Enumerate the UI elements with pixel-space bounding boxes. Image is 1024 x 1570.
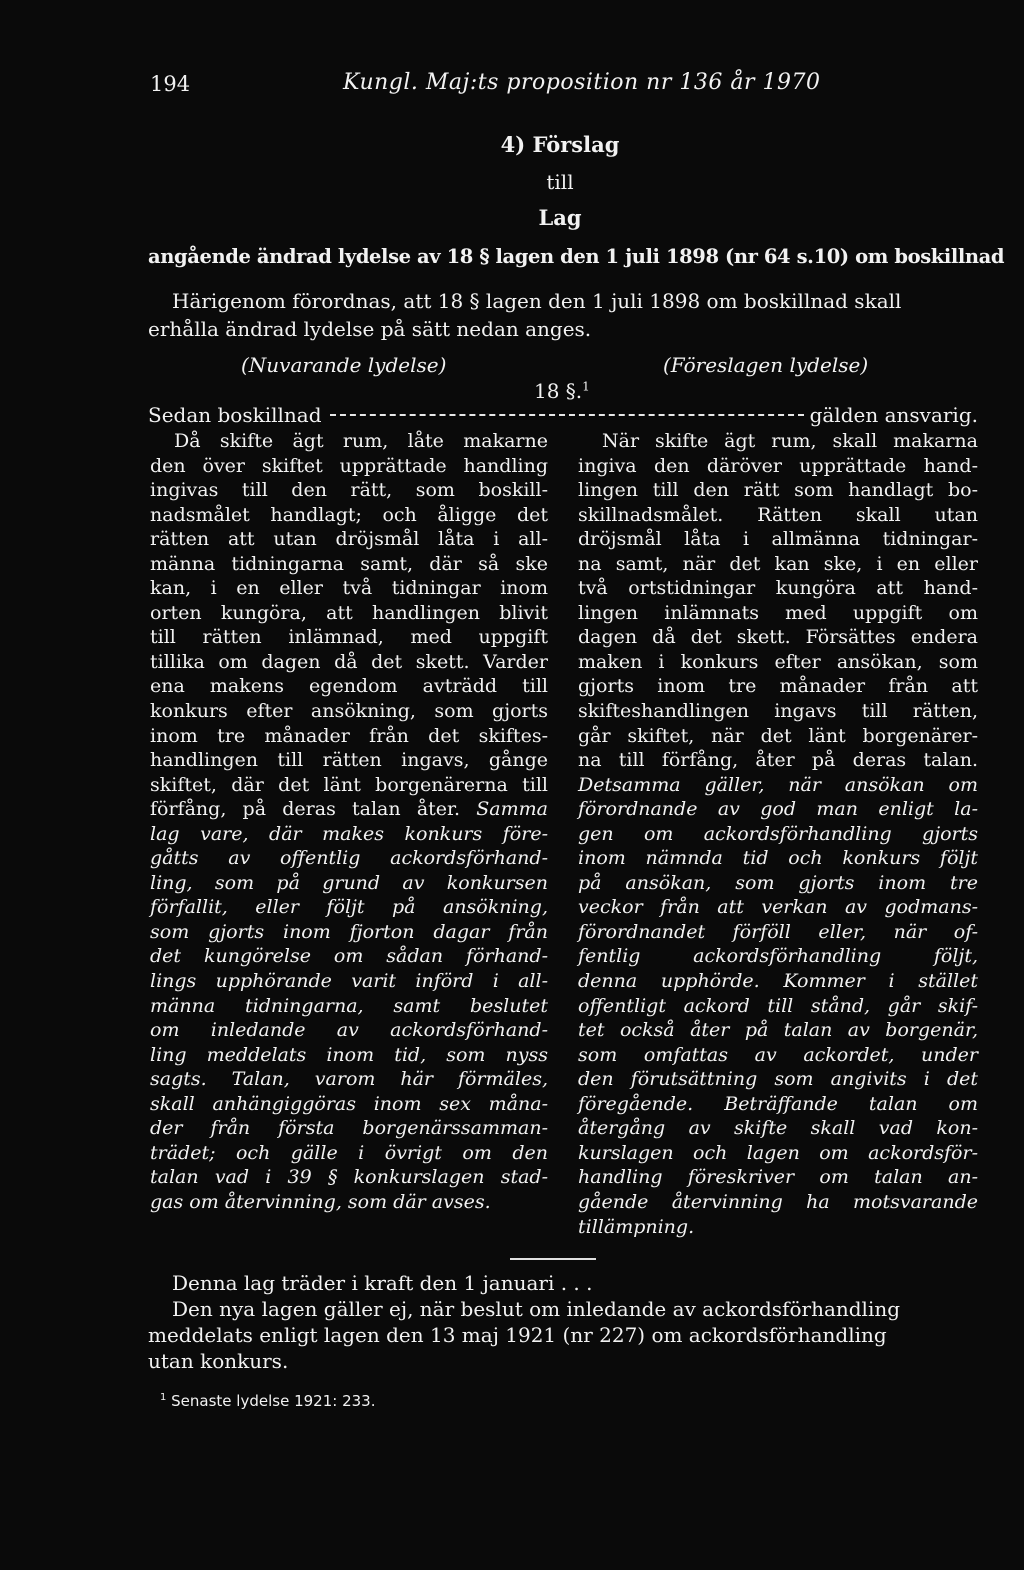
preamble-line: Härigenom förordnas, att 18 § lagen den 1 juli 1898 om boskillnad skall: [172, 289, 902, 313]
italic-segment: Samma: [476, 798, 548, 821]
text-line: kan, i en eller två tidningar inom: [150, 577, 548, 600]
text-line: ingivas till den rätt, som boskill-: [150, 479, 548, 502]
text-line: till rätten inlämnad, med uppgift: [150, 626, 548, 649]
text-line: männa tidningarna, samt beslutet: [150, 994, 548, 1017]
omission-dashes: [330, 414, 804, 416]
title-till: till: [546, 170, 574, 194]
text-line: förordnandet förföll eller, när of-: [578, 920, 978, 943]
text-line: tillika om dagen då det skett. Varder: [150, 650, 548, 673]
text-line: nadsmålet handlagt; och åligge det: [150, 503, 548, 526]
text-line: sagts. Talan, varom här förmäles,: [150, 1068, 548, 1091]
text-segment: förfång, på deras talan åter.: [150, 798, 461, 821]
text-line: handlingen till rätten ingavs, gånge: [150, 749, 548, 772]
text-line: föregående. Beträffande talan om: [578, 1092, 978, 1115]
column-heading-current: (Nuvarande lydelse): [241, 353, 447, 377]
title-forslag: 4) Förslag: [500, 132, 620, 157]
text-line: gas om återvinning, som där avses.: [150, 1190, 491, 1213]
text-line: ingiva den däröver upprättade hand-: [578, 454, 978, 477]
text-line: lingen till den rätt som handlagt bo-: [578, 479, 978, 502]
text-line: lag vare, där makes konkurs före-: [150, 822, 548, 845]
text-line: handling föreskriver om talan an-: [578, 1166, 978, 1189]
text-line: skifteshandlingen ingavs till rätten,: [578, 700, 978, 723]
unchanged-start: Sedan boskillnad: [148, 403, 322, 427]
text-line: tillämpning.: [578, 1215, 695, 1238]
text-line: två ortstidningar kungöra att hand-: [578, 577, 978, 600]
footer-line: Den nya lagen gäller ej, när beslut om inledande av ackordsförhandling: [172, 1297, 901, 1321]
text-line: som omfattas av ackordet, under: [578, 1043, 978, 1066]
section-divider: [510, 1258, 596, 1260]
text-line: går skiftet, när det länt borgenärer-: [578, 724, 978, 747]
transitional-provisions: [148, 1270, 980, 1374]
text-line: tet också åter på talan av borgenär,: [578, 1019, 978, 1042]
preamble: [148, 287, 980, 343]
text-line: lings upphörande varit införd i all-: [150, 970, 548, 993]
text-line: ling, som på grund av konkursen: [150, 871, 548, 894]
running-title: Kungl. Maj:ts proposition nr 136 år 1970: [343, 70, 821, 95]
text-line: ling meddelats inom tid, som nyss: [150, 1043, 548, 1066]
text-line: förfallit, eller följt på ansökning,: [150, 896, 548, 919]
text-line: återgång av skifte skall vad kon-: [578, 1117, 978, 1140]
text-line: offentligt ackord till stånd, går skif-: [578, 994, 978, 1017]
law-subject-heading: angående ändrad lydelse av 18 § lagen den 1 juli 1898 (nr 64 s.10) om boskillnad: [148, 245, 1005, 268]
text-line: männa tidningarna samt, där så ske: [150, 552, 548, 575]
text-line-mixed: [150, 797, 548, 822]
text-line: inom tre månader från det skiftes-: [150, 724, 548, 747]
column-heading-proposed: (Föreslagen lydelse): [663, 353, 869, 377]
text-line: inom nämnda tid och konkurs följt: [578, 847, 978, 870]
proposed-text-column: [578, 429, 978, 1239]
text-line: det kungörelse om sådan förhand-: [150, 945, 548, 968]
text-line: gående återvinning ha motsvarande: [578, 1190, 978, 1213]
text-line: fentlig ackordsförhandling följt,: [578, 945, 978, 968]
text-line: ena makens egendom avträdd till: [150, 675, 548, 698]
text-line: gjorts inom tre månader från att: [578, 675, 978, 698]
text-line: orten kungöra, att handlingen blivit: [150, 601, 548, 624]
text-line: Då skifte ägt rum, låte makarne: [174, 430, 548, 452]
text-line: talan vad i 39 § konkurslagen stad-: [150, 1166, 548, 1189]
unchanged-end: gälden ansvarig.: [809, 403, 978, 427]
text-line: dröjsmål låta i allmänna tidningar-: [578, 528, 978, 551]
text-line: den över skiftet upprättade handling: [150, 454, 548, 477]
text-line: skiftet, där det länt borgenärerna till: [150, 773, 548, 796]
footnote-marker: 1: [160, 1392, 167, 1403]
text-line: denna upphörde. Kommer i stället: [578, 970, 978, 993]
text-line: När skifte ägt rum, skall makarna: [602, 430, 978, 452]
text-line: der från första borgenärssamman-: [150, 1117, 548, 1140]
text-line: på ansökan, som gjorts inom tre: [578, 871, 978, 894]
text-line: konkurs efter ansökning, som gjorts: [150, 700, 548, 723]
text-line: den förutsättning som angivits i det: [578, 1068, 978, 1091]
current-text-column: [150, 429, 548, 1215]
footer-line: meddelats enligt lagen den 13 maj 1921 (nr 227) om ackordsförhandling: [148, 1323, 887, 1347]
footer-line: Denna lag träder i kraft den 1 januari . . .: [172, 1271, 593, 1295]
text-line: skall anhängiggöras inom sex måna-: [150, 1092, 548, 1115]
preamble-line: erhålla ändrad lydelse på sätt nedan anges.: [148, 317, 592, 341]
section-heading: [534, 379, 590, 403]
unchanged-text-row: [148, 403, 978, 427]
text-line: som gjorts inom fjorton dagar från: [150, 920, 548, 943]
text-line: rätten att utan dröjsmål låta i all-: [150, 528, 548, 551]
text-line: trädet; och gälle i övrigt om den: [150, 1141, 548, 1164]
text-line: kurslagen och lagen om ackordsför-: [578, 1141, 978, 1164]
footnote-text: Senaste lydelse 1921: 233.: [171, 1392, 376, 1410]
text-line: skillnadsmålet. Rätten skall utan: [578, 503, 978, 526]
text-line: maken i konkurs efter ansökan, som: [578, 650, 978, 673]
text-line: veckor från att verkan av godmans-: [578, 896, 978, 919]
title-lag: Lag: [538, 205, 582, 230]
text-line: gen om ackordsförhandling gjorts: [578, 822, 978, 845]
footer-line: utan konkurs.: [148, 1349, 289, 1373]
text-line: om inledande av ackordsförhand-: [150, 1019, 548, 1042]
page-number: 194: [150, 72, 191, 96]
text-line: förordnande av god man enligt la-: [578, 798, 978, 821]
text-line: Detsamma gäller, när ansökan om: [578, 773, 978, 796]
text-line: na till förfång, åter på deras talan.: [578, 749, 978, 772]
text-line: dagen då det skett. Försättes endera: [578, 626, 978, 649]
footnote-ref: 1: [582, 379, 590, 394]
footnote: [160, 1392, 375, 1410]
text-line: na samt, när det kan ske, i en eller: [578, 552, 978, 575]
text-line: gåtts av offentlig ackordsförhand-: [150, 847, 548, 870]
text-line: lingen inlämnats med uppgift om: [578, 601, 978, 624]
section-label: 18 §.: [534, 379, 583, 403]
